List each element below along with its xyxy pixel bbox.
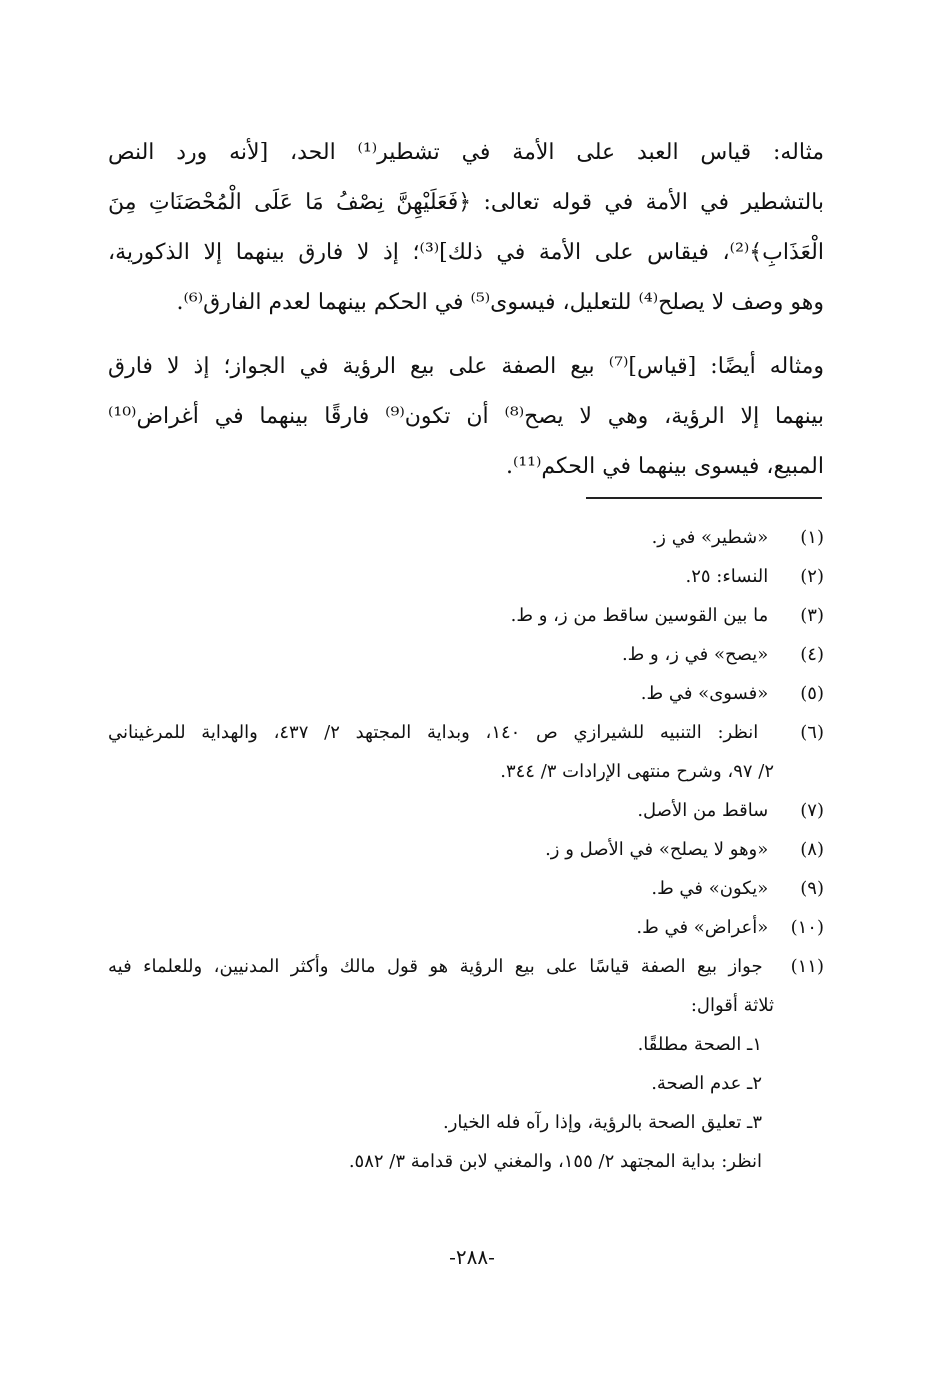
footnote-text: «شطير» في ز. [651,527,769,548]
footnote [108,557,824,596]
footnote [108,947,824,986]
footnote-number: (٦) [800,722,824,743]
footnote-number: (٤) [800,644,824,665]
footnote-text: «يصح» في ز، و ط. [621,644,769,665]
footnote-text: جواز بيع الصفة قياسًا على بيع الرؤية هو قول مالك وأكثر المدنيين، وللعلماء فيه [108,956,763,977]
body-line: ومثاله أيضًا: [قياس]⁽⁷⁾ بيع الصفة على بيع الرؤية في الجواز؛ إذ لا فارق [108,354,825,379]
footnote-text: انظر: التنبيه للشيرازي ص ١٤٠، وبداية المجتهد ٢/ ٤٣٧، والهداية للمرغيناني [108,722,759,743]
footnote-text: «يكون» في ط. [651,878,769,899]
footnote-separator [586,497,822,499]
footnote-number: (١) [800,527,824,548]
body-line: الْعَذَابِ﴾⁽²⁾، فيقاس على الأمة في ذلك]⁽³⁾؛ إذ لا فارق بينهما إلا الذكورية، [108,240,824,265]
body-line: وهو وصف لا يصلح⁽⁴⁾ للتعليل، فيسوى⁽⁵⁾ في الحكم بينهما لعدم الفارق⁽⁶⁾. [176,290,824,315]
footnote-number: (١١) [790,956,824,977]
footnote-number: (٢) [800,566,824,587]
body-line: بينهما إلا الرؤية، وهي لا يصح⁽⁸⁾ أن تكون⁽⁹⁾ فارقًا بينهما في أغراض⁽¹⁰⁾ [108,404,825,429]
footnote-sub-item: ٣ـ تعليق الصحة بالرؤية، وإذا رآه فله الخيار. [442,1112,762,1133]
footnote-number: (١٠) [790,917,824,938]
footnote-continuation: ثلاثة أقوال: [690,995,774,1016]
footnote-number: (٩) [800,878,824,899]
footnote-text: «أعراض» في ط. [636,917,769,938]
page-number: -٢٨٨- [449,1245,495,1269]
footnote-number: (٧) [800,800,824,821]
footnote-text: ما بين القوسين ساقط من ز، و ط. [510,605,769,626]
footnote [108,908,824,947]
body-line: المبيع، فيسوى بينهما في الحكم⁽¹¹⁾. [505,454,824,479]
footnote-sub-item: ١ـ الصحة مطلقًا. [637,1034,762,1055]
footnote-number: (٥) [800,683,824,704]
footnote [108,869,824,908]
footnote-reference: انظر: بداية المجتهد ٢/ ١٥٥، والمغني لابن قدامة ٣/ ٥٨٢. [348,1151,762,1172]
footnote-continuation: ٢/ ٩٧، وشرح منتهى الإرادات ٣/ ٣٤٤. [500,761,774,782]
footnote-number: (٣) [800,605,824,626]
footnotes [108,518,824,1181]
footnote [108,674,824,713]
body-line: مثاله: قياس العبد على الأمة في تشطير⁽¹⁾ الحد، [لأنه ورد النص [108,140,824,165]
footnote-sub-item: ٢ـ عدم الصحة. [651,1073,762,1094]
footnote-text: ساقط من الأصل. [637,800,769,821]
footnote [108,596,824,635]
footnote [108,830,824,869]
footnote-number: (٨) [800,839,824,860]
footnote [108,518,824,557]
footnote [108,635,824,674]
footnote-text: النساء: ٢٥. [685,566,769,587]
main-text [108,128,824,492]
footnote-text: «وهو لا يصلح» في الأصل و ز. [545,839,769,860]
footnote [108,713,824,752]
footnote-text: «فسوى» في ط. [640,683,769,704]
paragraph-gap [108,328,824,342]
footnote [108,791,824,830]
body-line: بالتشطير في الأمة في قوله تعالى: ﴿فَعَلَيْهِنَّ نِصْفُ مَا عَلَى الْمُحْصَنَاتِ مِنَ [108,190,824,215]
